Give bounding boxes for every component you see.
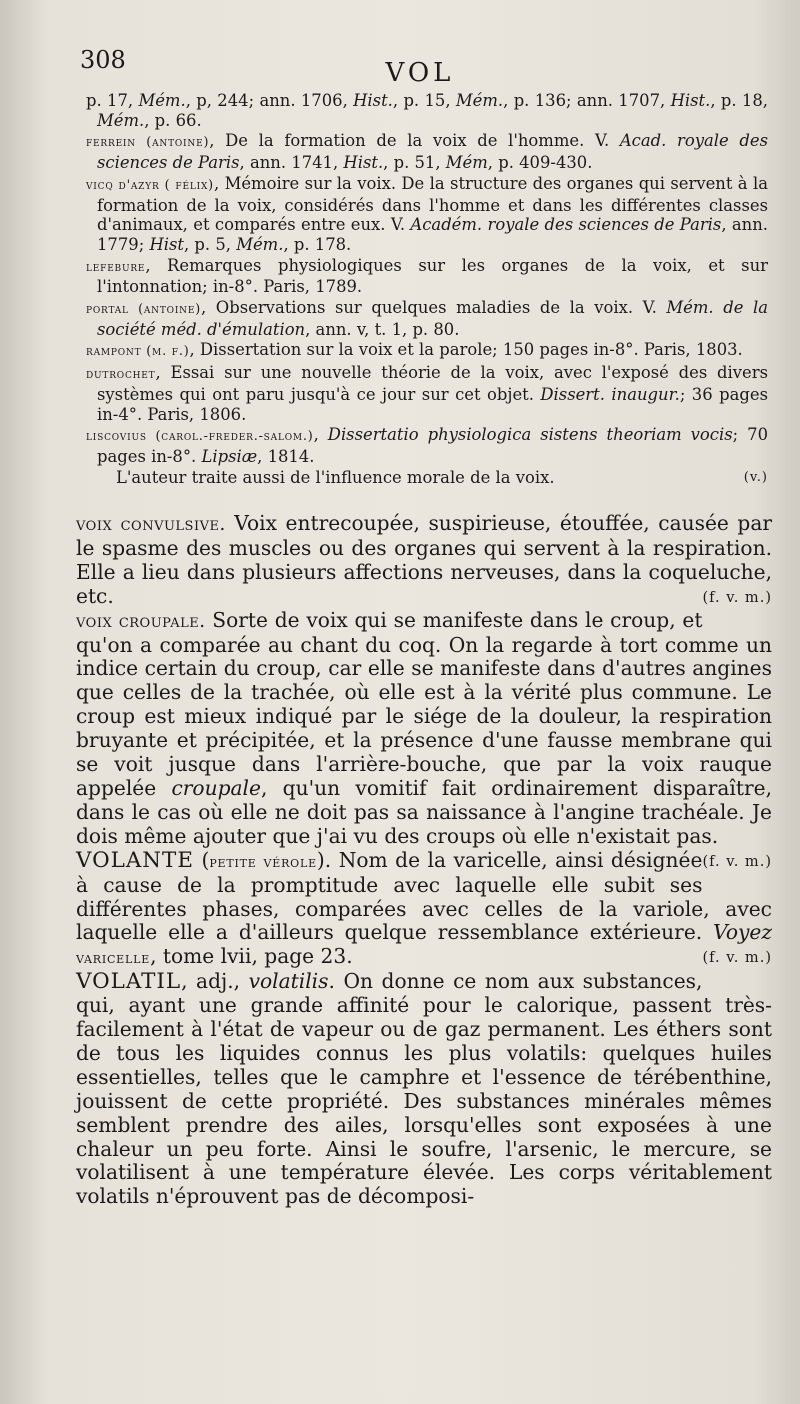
entry-italic: Mém. <box>138 91 186 110</box>
author-name: ferrein <box>86 135 136 151</box>
author-name: rampont <box>86 344 142 360</box>
entry-text: , p, 244; ann. 1706, <box>185 91 354 110</box>
entry-text: , p. 136; ann. 1707, <box>503 91 671 110</box>
entry-italic: Mém. <box>236 234 284 254</box>
entry-text: , p. 51, <box>383 153 446 173</box>
entry-text: , Essai sur une nouvelle théorie de la voix, avec l'exposé des divers systèmes qui ont paru jusqu'à ce jour sur cet objet. <box>97 363 768 404</box>
running-head: VOL <box>385 58 455 88</box>
entry-text: , Remarques physiologiques sur les organes de la voix, et sur l'intonnation; in-8°. Paris, 1789. <box>97 255 768 297</box>
entry-text: , Observations sur quelques maladies de la voix. V. <box>201 298 667 318</box>
note-text: L'auteur traite aussi de l'influence morale de la voix. <box>116 467 555 487</box>
entry-italic: Dissert. inaugur. <box>540 384 680 404</box>
entry-italic: Dissertatio physiologica sistens theoriam vocis <box>327 425 733 445</box>
entry-text: , p. 18, <box>710 91 768 110</box>
entry-text: , p. 5, <box>184 234 237 254</box>
entry-italic: Hist. <box>343 153 384 173</box>
author-firstname: (carol.-freder.-salom.) <box>146 429 314 445</box>
author-initials: (f. v. m.) <box>702 589 772 606</box>
article-text: , adj., <box>181 969 249 994</box>
entry-italic: Mém. <box>455 91 504 110</box>
page-number: 308 <box>80 46 126 74</box>
bibliography-entry-rampont <box>86 340 768 362</box>
article-text: Sorte de voix qui se manifeste dans le croup, et qu'on a comparée au chant du coq. On la regarde à tort comme un indice certain du croup, car elle se manifeste dans d'autres angines que celles de la trachée, où elle est à la vérité plus commune. Le croup est mieux indiqué par le siége de la douleur, la respiration bruyante et précipitée, et la présence d'une fausse membrane qui se voit jusque dans l'arrière-bouche, que par la voix rauque appelée <box>76 607 772 800</box>
bibliography-entry-continued <box>86 91 768 130</box>
entry-italic: Académ. royale des sciences de Paris <box>410 215 722 235</box>
entry-italic: Mém. de la société méd. d'émulation <box>97 298 768 339</box>
author-firstname: ( félix) <box>159 177 214 193</box>
entry-italic: Mém <box>445 153 488 173</box>
cross-reference-voyez: Voyez <box>713 920 772 945</box>
main-text <box>76 512 772 1209</box>
entry-italic: Hist. <box>670 91 711 110</box>
bibliography-note <box>86 468 768 488</box>
headword: VOLATIL <box>76 969 182 995</box>
entry-text: p. 17, <box>86 91 139 110</box>
entry-text: , ann. v, t. 1, p. 80. <box>305 319 460 339</box>
article-text: , qu'un vomitif fait ordinairement disparaître, dans le cas où elle ne doit pas sa naissance à l'angine trachéale. Je dois même ajouter que j'ai vu des croups où elle n'existait pas. <box>76 775 772 848</box>
entry-text: , Dissertation sur la voix et la parole; 150 pages in-8°. Paris, 1803. <box>189 340 743 360</box>
entry-text: , p. 178. <box>283 234 352 254</box>
entry-text: , p. 66. <box>144 110 202 130</box>
headword: voix croupale. <box>76 610 206 632</box>
bibliography-entry-vicq <box>86 173 769 255</box>
article-italic: volatilis <box>248 969 329 994</box>
entry-italic: Mém. <box>97 110 145 130</box>
article-text: Voix entrecoupée, suspirieuse, étouffée, causée par le spasme des muscles ou des organes qui servent à la respiration. Elle a lieu dans plusieurs affections nerveuses, dans la coqueluche, etc. <box>76 511 773 608</box>
bibliography-entry-liscovius <box>86 425 769 466</box>
author-name: lefebure <box>86 259 146 275</box>
bibliography-entry-portal <box>86 298 768 339</box>
entry-text: , De la formation de la voix de l'homme. V. <box>209 131 620 151</box>
article-text: . On donne ce nom aux substances, qui, ayant une grande affinité pour le calorique, passent très-facilement à l'état de vapeur ou de gaz permanent. Les éthers sont de tous les liquides connus les plus volatils: quelques huiles essentielles, telles que le camphre et l'essence de térébenthine, jouissent de cette propriété. Des substances minérales mêmes semblent prendre des ailes, lorsqu'elles sont exposées à une chaleur un peu forte. Ainsi le soufre, l'arsenic, le mercure, se volatilisent à une température élevée. Les corps véritablement volatils n'éprouvent pas de décomposi- <box>76 969 772 1209</box>
article-italic: croupale <box>171 775 261 800</box>
bibliography-entry-lefebure <box>86 255 768 297</box>
article-text: , tome lvii, page 23. <box>150 944 353 969</box>
entry-text: , ann. 1741, <box>239 153 344 173</box>
entry-text: , 1814. <box>257 446 315 466</box>
headword: voix convulsive. <box>76 514 226 535</box>
author-name: liscovius <box>86 429 147 445</box>
entry-text: , Mémoire sur la voix. De la structure des organes qui servent à la formation de la voix, considérés dans l'homme et dans les différentes classes d'animaux, et comparés entre eux. V. <box>97 173 768 235</box>
bibliography-entry-dutrochet <box>86 363 768 424</box>
headword-gloss: petite vérole <box>209 851 317 871</box>
entry-text: ; 70 pages in-8°. <box>97 425 769 466</box>
article-voix-convulsive <box>76 512 772 609</box>
article-volante: VOLANTE (petite vérole). Nom de la varicelle, ainsi désignée à cause de la promptitude avec laquelle elle subit ses différentes phases, comparées avec celles de la variole, avec laquelle elle a d'ailleurs quelque ressemblance extérieure. Voyez varicelle, tome lvii, page 23. (f. v. m.) <box>76 849 772 971</box>
entry-italic: Acad. royale des sciences de Paris <box>97 131 768 173</box>
entry-italic: Hist <box>149 234 184 254</box>
article-text: . Nom de la varicelle, ainsi désignée à cause de la promptitude avec laquelle elle subit ses différentes phases, comparées avec celles de la variole, avec laquelle elle a d'ailleurs quelque ressemblance extérieure. <box>76 847 772 945</box>
author-firstname: (antoine) <box>135 135 210 151</box>
author-initials: (v.) <box>743 469 768 485</box>
entry-text: ; 36 pages in-4°. Paris, 1806. <box>97 384 768 424</box>
author-name: vicq d'azyr <box>86 177 160 193</box>
entry-text: , ann. 1779; <box>97 215 769 254</box>
author-firstname: (antoine) <box>128 302 202 318</box>
author-firstname: (m. f.) <box>141 344 190 360</box>
headword: VOLANTE <box>76 847 194 873</box>
author-initials: (f. v. m.) <box>702 950 772 967</box>
bibliography-entry-ferrein <box>86 131 768 173</box>
entry-text: , p. 409-430. <box>487 153 593 173</box>
entry-text: , <box>313 425 328 445</box>
article-volatil <box>76 970 772 1209</box>
author-name: dutrochet <box>86 367 156 383</box>
author-initials: (f. v. m.) <box>702 853 772 870</box>
cross-reference-term: varicelle <box>76 948 151 968</box>
entry-italic: Lipsiæ <box>201 446 258 466</box>
entry-italic: Hist. <box>353 91 393 110</box>
entry-text: , p. 15, <box>392 91 456 110</box>
author-name: portal <box>86 302 129 318</box>
bibliography-block <box>86 91 768 488</box>
